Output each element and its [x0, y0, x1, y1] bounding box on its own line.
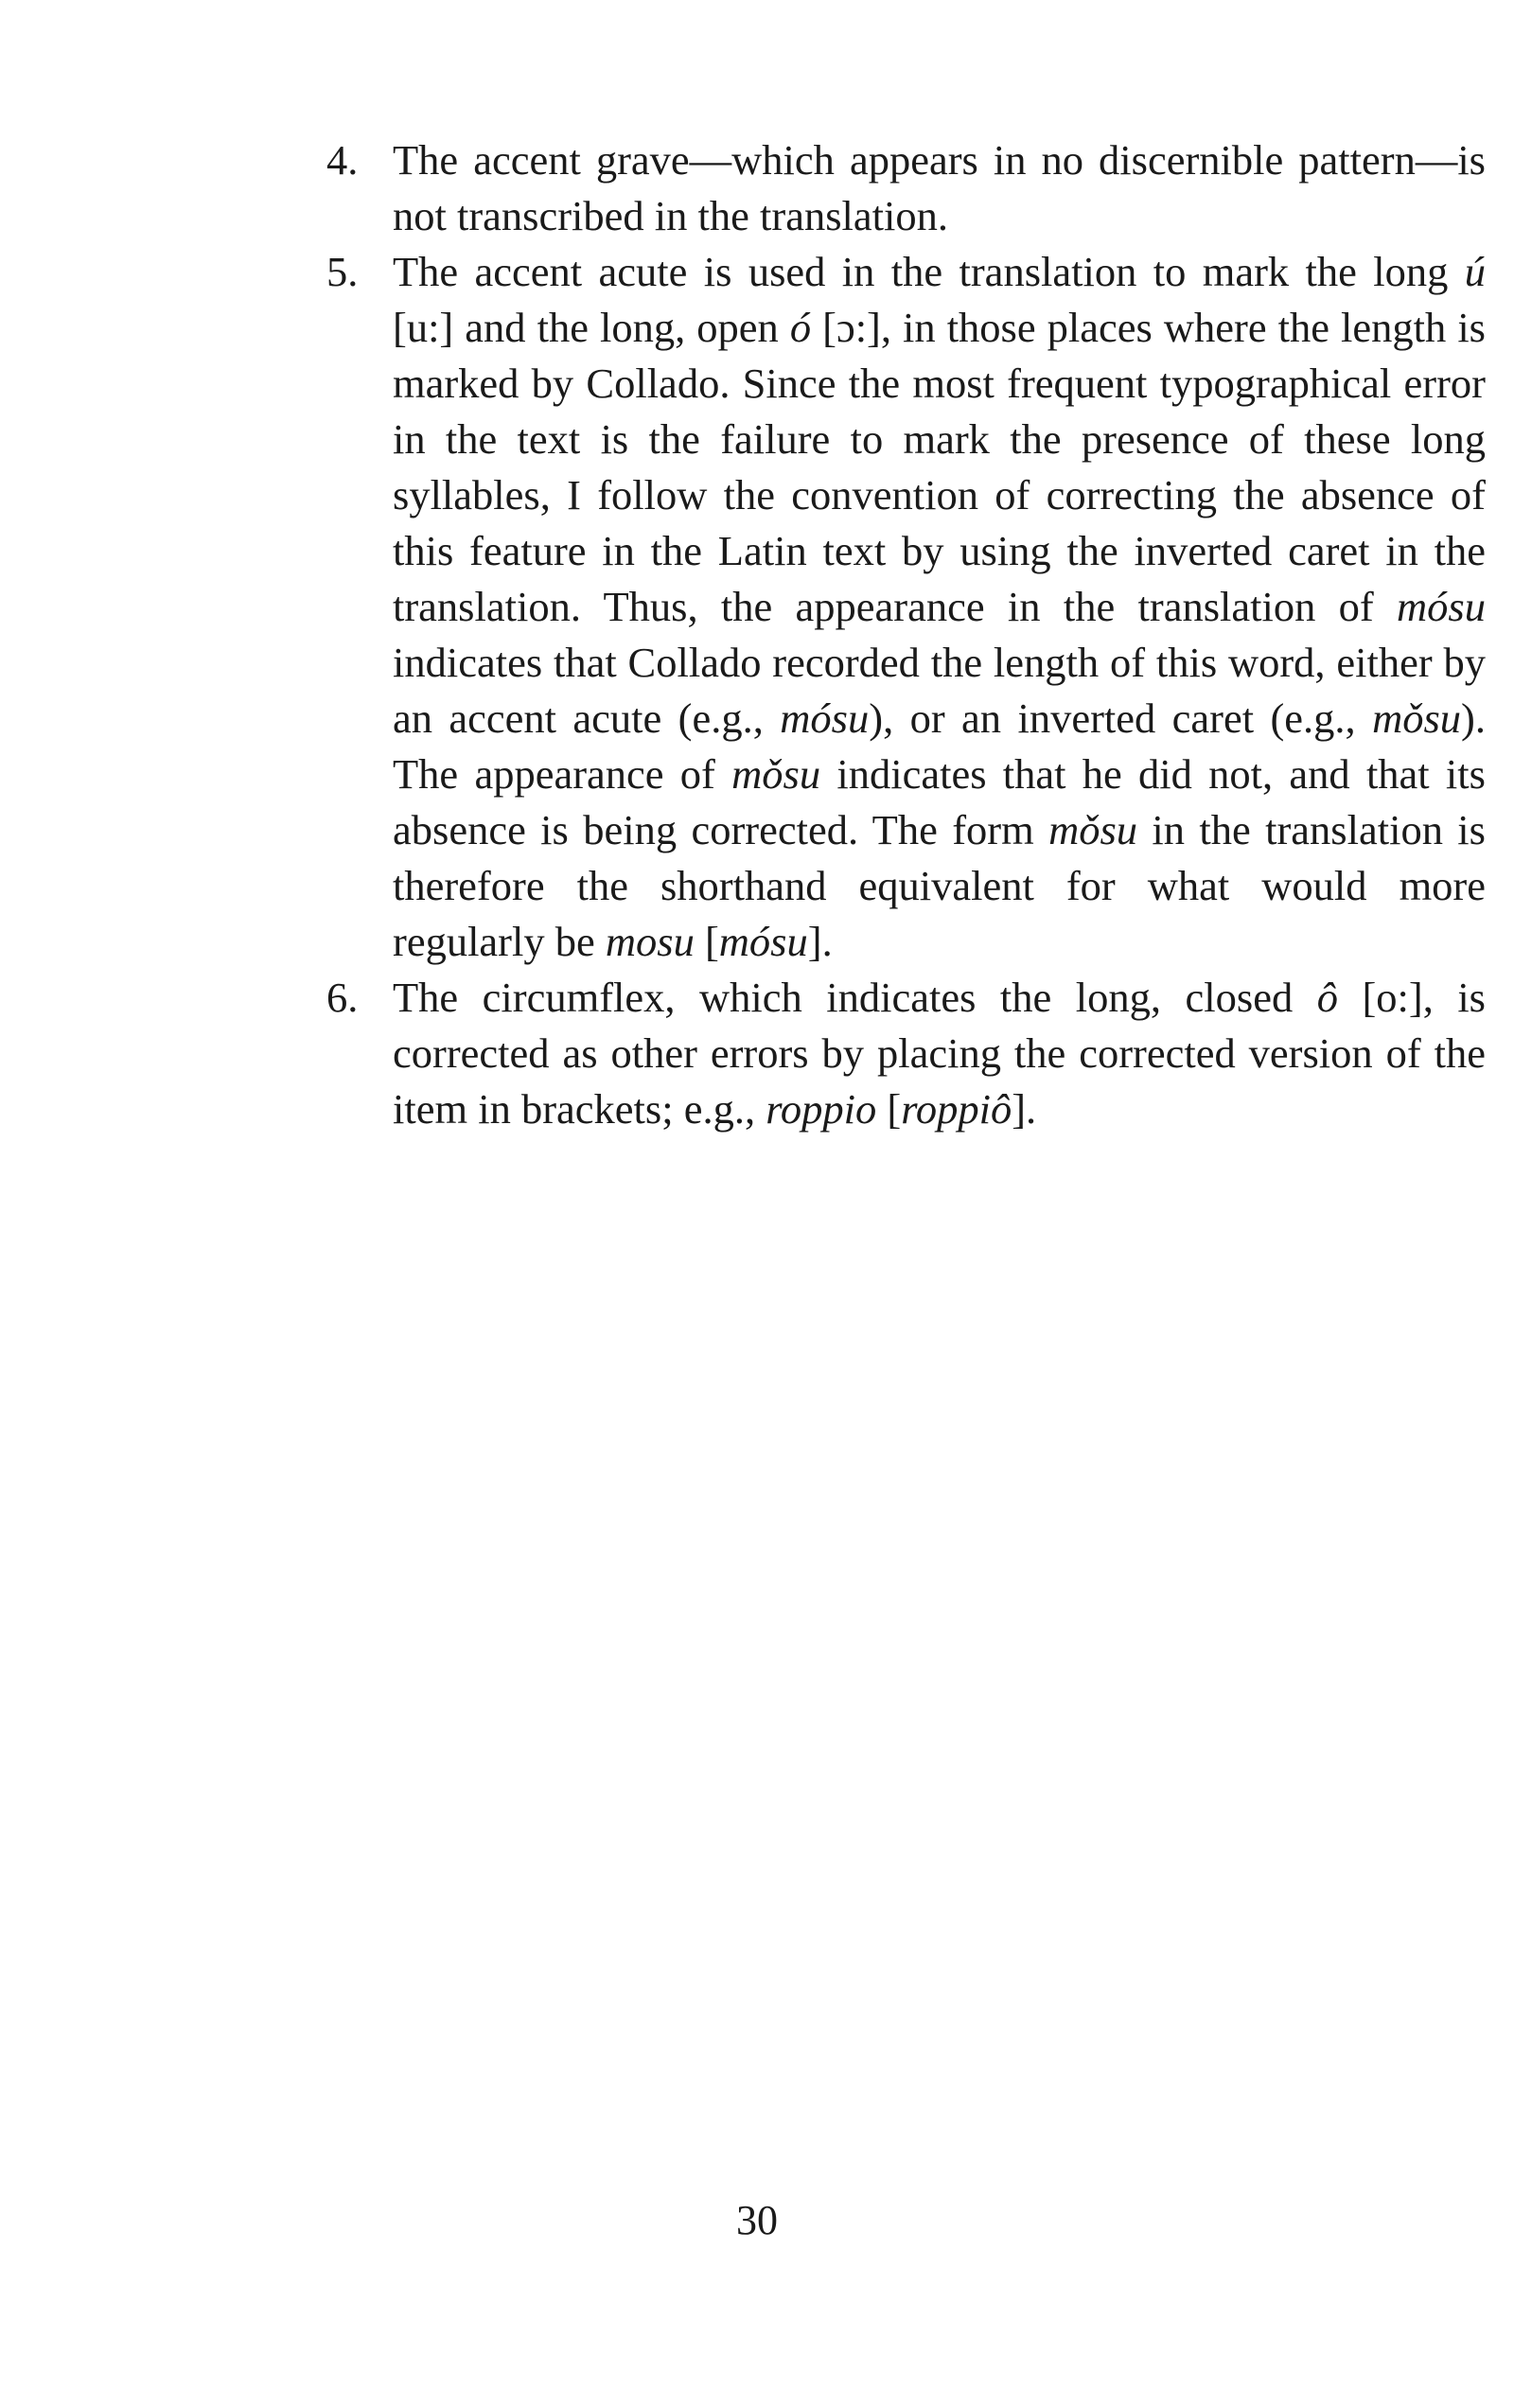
text-run: [: [694, 918, 719, 965]
note-item: [326, 132, 1486, 244]
italic-term: mosu: [605, 918, 695, 965]
note-item: [326, 244, 1486, 970]
note-number: 4.: [326, 136, 359, 184]
italic-term: ó: [789, 304, 812, 351]
page-number: 30: [736, 2197, 778, 2243]
text-run: ). The appearance of: [393, 694, 1486, 798]
text-run: [ɔ:], in those places where the length is marked by Collado. Since the most frequent typographical error in the text is the failure to mark the presence of these long syllables, I follow the convention of correcting the absence of this feature in the Latin text by using the inverted caret in the translation. Thus, the appearance in the translation of: [393, 304, 1487, 630]
italic-term: mǒsu: [1048, 806, 1138, 853]
italic-term: mósu: [718, 918, 808, 965]
note-text: [393, 974, 1486, 1133]
italic-term: mǒsu: [1372, 694, 1462, 742]
text-run: The accent acute is used in the translation to mark the long: [393, 248, 1465, 295]
note-number: 5.: [326, 248, 359, 295]
italic-term: roppiô: [901, 1085, 1012, 1133]
note-text: [393, 136, 1486, 239]
italic-term: ú: [1464, 248, 1486, 295]
italic-term: roppio: [766, 1085, 877, 1133]
text-run: The circumflex, which indicates the long, closed: [393, 974, 1317, 1021]
note-text: [393, 248, 1486, 965]
text-run: indicates that he did not, and that its absence is being corrected. The form: [393, 750, 1486, 853]
note-number: 6.: [326, 974, 359, 1021]
text-run: [u:] and the long, open: [393, 304, 790, 351]
note-item: [326, 970, 1486, 1137]
text-run: The accent grave—which appears in no discernible pattern—is not transcribed in the translation.: [393, 136, 1486, 239]
text-run: ].: [807, 918, 833, 965]
italic-term: mǒsu: [731, 750, 821, 798]
text-run: in the translation is therefore the shorthand equivalent for what would more regularly be: [393, 806, 1486, 965]
numbered-notes-list: [326, 132, 1486, 1137]
italic-term: mósu: [780, 694, 870, 742]
text-run: [o:], is corrected as other errors by placing the corrected version of the item in brackets; e.g.,: [393, 974, 1486, 1133]
text-run: ), or an inverted caret (e.g.,: [869, 694, 1373, 742]
text-run: [: [876, 1085, 902, 1133]
italic-term: ô: [1316, 974, 1338, 1021]
text-run: ].: [1012, 1085, 1037, 1133]
italic-term: mósu: [1397, 583, 1486, 630]
text-run: indicates that Collado recorded the length of this word, either by an accent acute (e.g.,: [393, 639, 1486, 742]
